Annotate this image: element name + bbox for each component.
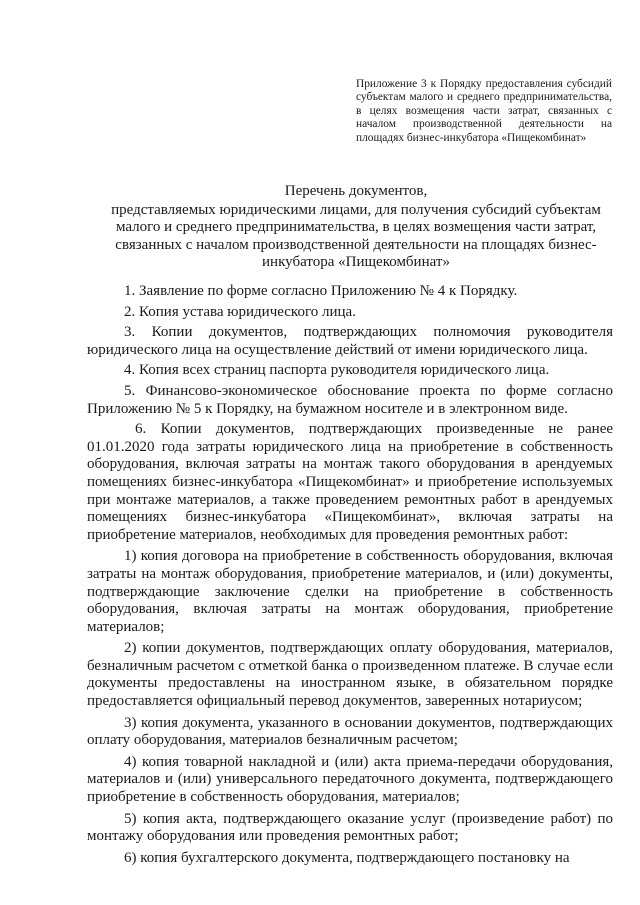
item-text: Копии документов, подтверждающих полномочия руководителя юридического лица на осуществление действий от имени юридического лица. (87, 324, 614, 358)
list-item (87, 304, 613, 322)
list-item (87, 421, 613, 544)
subitem-number: 4) (124, 753, 137, 770)
item-number: 3. (124, 324, 136, 341)
item-number: 4. (124, 362, 136, 379)
item-number: 1. (124, 283, 136, 299)
sub-list-item (87, 811, 613, 846)
list-item (87, 283, 613, 301)
item-text: Заявление по форме согласно Приложению № 4 к Порядку. (139, 283, 518, 299)
title-line-1: Перечень документов, (284, 183, 428, 199)
subitem-number: 2) (124, 640, 137, 657)
sub-list-item (87, 754, 613, 807)
subitem-number: 1) (124, 548, 137, 565)
subitem-text: копия бухгалтерского документа, подтверждающего постановку на (140, 849, 570, 866)
sub-list-item (87, 640, 613, 710)
list-item (87, 362, 613, 380)
document-body (87, 283, 613, 867)
sub-list-item (87, 850, 613, 868)
subitem-text: копия товарной накладной и (или) акта приема-передачи оборудования, материалов и (или) универсального передаточного документа, подтверждающего приобретение в собственность оборудования, материалов; (87, 753, 614, 806)
subitem-text: копия акта, подтверждающего оказание услуг (произведение работ) по монтажу оборудования или проведения ремонтных работ; (87, 810, 613, 845)
subitem-number: 6) (124, 849, 137, 866)
sub-list-item (87, 715, 613, 750)
item-text: Финансово-экономическое обоснование проекта по форме согласно Приложению № 5 к Порядку, на бумажном носителе и в электронном виде. (87, 382, 613, 417)
item-text: Копия устава юридического лица. (139, 303, 356, 320)
subitem-text: копии документов, подтверждающих оплату оборудования, материалов, безналичным расчетом с отметкой банка о произведенном платеже. В случае если документы предоставлены на иностранном языке, в обязательном порядке предоставляется официальный перевод документов, заверенных нотариусом; (87, 640, 614, 710)
item-number: 5. (124, 382, 136, 399)
subitem-number: 5) (124, 810, 137, 827)
sub-list-item (87, 548, 613, 636)
item-number: 6. (135, 421, 147, 438)
item-text: Копии документов, подтверждающих произведенные не ранее 01.01.2020 года затраты юридического лица на приобретение в собственность оборудования, включая затраты на монтаж такого оборудования в арендуемых помещениях бизнес-инкубатора «Пищекомбинат» и приобретение используемых при монтаже материалов, а также проведением ремонтных работ в арендуемых помещениях бизнес-инкубатора «Пищекомбинат», включая затраты на приобретение материалов, необходимых для проведения ремонтных работ: (87, 421, 614, 543)
item-number: 2. (124, 303, 136, 320)
subitem-text: копия документа, указанного в основании документов, подтверждающих оплату оборудования, материалов безналичным расчетом; (87, 714, 614, 749)
document-title (96, 183, 616, 272)
title-line-2: представляемых юридическими лицами, для получения субсидий субъектам малого и среднего предпринимательства, в целях возмещения части затрат, связанных с началом производственной деятельности на площадях бизнес-инкубатора «Пищекомбинат» (111, 201, 601, 271)
item-text: Копия всех страниц паспорта руководителя юридического лица. (139, 362, 550, 379)
list-item (87, 383, 613, 418)
list-item (87, 324, 613, 359)
subitem-number: 3) (124, 714, 137, 731)
subitem-text: копия договора на приобретение в собственность оборудования, включая затраты на монтаж оборудования, приобретение материалов, и (или) документы, подтверждающие заключение сделки на приобретение в собственность оборудования, включая затраты на монтаж оборудования, приобретение материалов; (87, 548, 613, 635)
appendix-note: Приложение 3 к Порядку предоставления субсидий субъектам малого и среднего предпринимательства, в целях возмещения части затрат, связанных с началом производственной деятельности на площадях бизнес-инкубатора «Пищекомбинат» (356, 78, 612, 144)
